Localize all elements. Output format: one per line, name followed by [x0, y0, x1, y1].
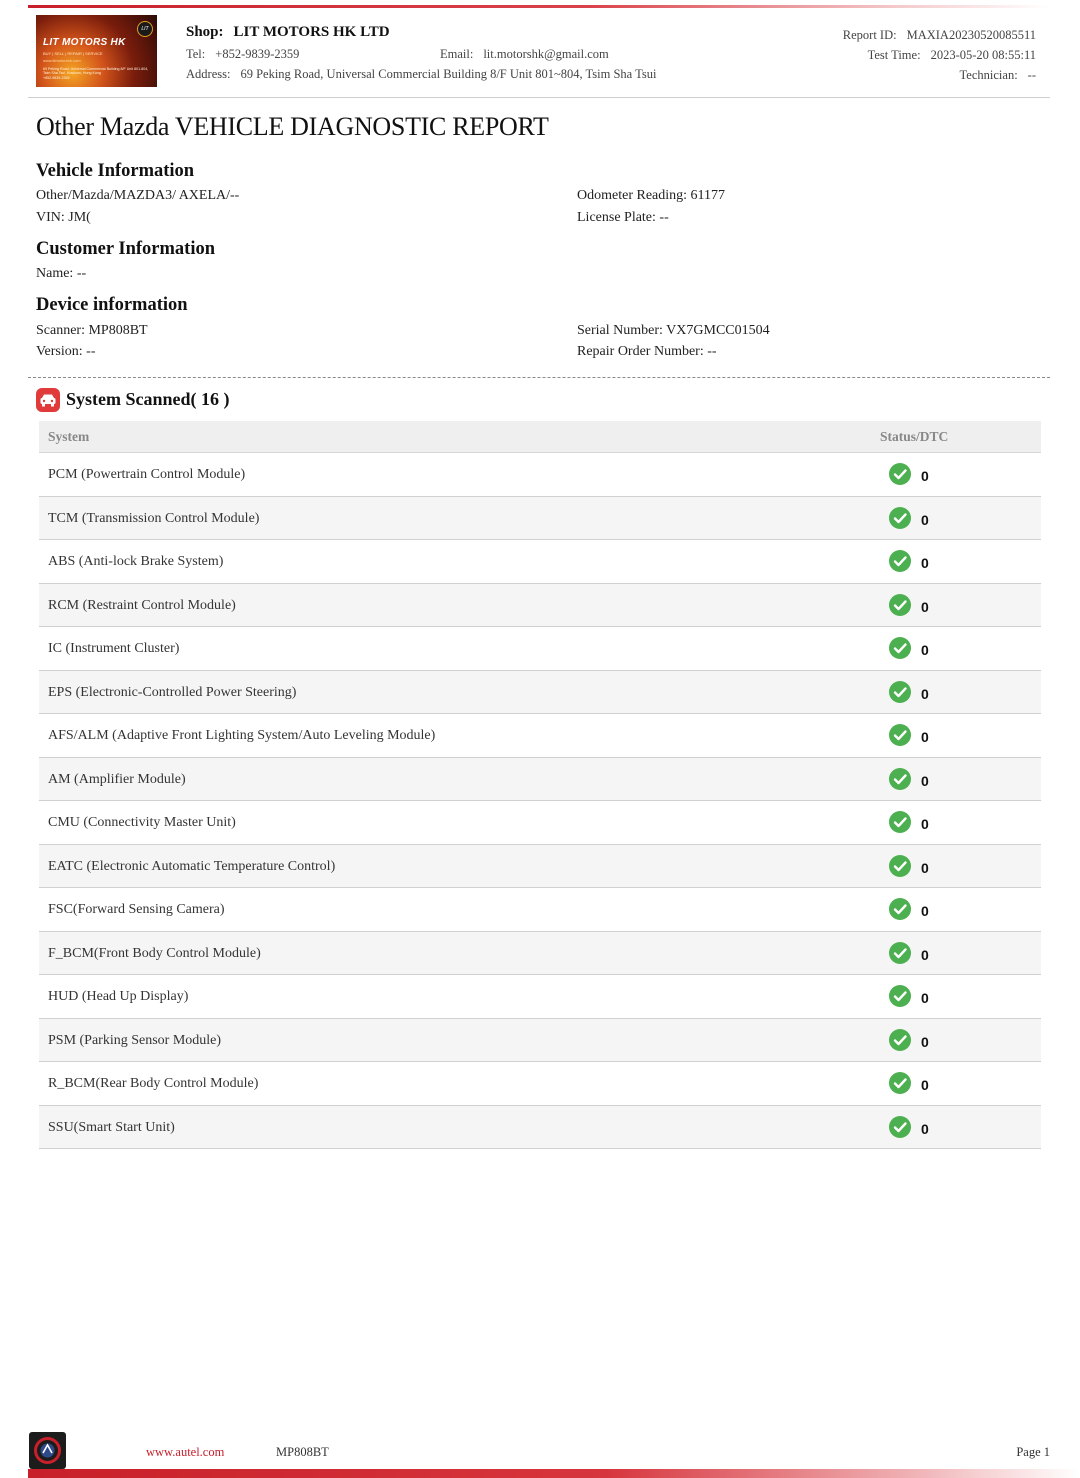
system-name: CMU (Connectivity Master Unit) [48, 815, 236, 830]
dtc-count: 0 [921, 859, 929, 876]
top-accent-bar [28, 5, 1050, 8]
table-row [39, 1062, 1041, 1106]
dtc-count: 0 [921, 946, 929, 963]
check-circle-icon [889, 681, 911, 703]
test-time-line [843, 45, 1036, 65]
system-name: IC (Instrument Cluster) [48, 641, 180, 656]
tel-label: Tel: [186, 47, 206, 61]
check-circle-icon [889, 898, 911, 920]
report-id-label: Report ID: [842, 28, 897, 42]
license-plate: License Plate: -- [577, 210, 669, 225]
device-version: Version: -- [36, 344, 96, 359]
table-row [39, 497, 1041, 541]
table-row [39, 758, 1041, 802]
report-header [36, 14, 1044, 90]
system-name: EATC (Electronic Automatic Temperature Control) [48, 858, 336, 874]
column-system: System [48, 429, 90, 444]
system-name: RCM (Restraint Control Module) [48, 597, 236, 613]
dtc-count: 0 [921, 685, 929, 702]
check-circle-icon [889, 768, 911, 790]
serial-number: Serial Number: VX7GMCC01504 [577, 323, 770, 338]
dtc-count: 0 [921, 468, 929, 484]
system-name: AM (Amplifier Module) [48, 771, 186, 787]
check-circle-icon [889, 463, 911, 485]
dtc-count: 0 [921, 729, 929, 745]
autel-website-link[interactable]: www.autel.com [146, 1445, 225, 1459]
table-row [39, 932, 1041, 976]
logo-title: LIT MOTORS HK [43, 37, 126, 48]
dtc-count: 0 [921, 1077, 929, 1093]
customer-info-heading: Customer Information [36, 239, 215, 259]
address-value: 69 Peking Road, Universal Commercial Building 8/F Unit 801~804, Tsim Sha Tsui [240, 67, 657, 81]
system-name: HUD (Head Up Display) [48, 989, 189, 1004]
check-circle-icon [889, 811, 911, 833]
report-id-line [843, 25, 1036, 45]
dtc-count: 0 [921, 642, 929, 658]
system-name: ABS (Anti-lock Brake System) [48, 554, 224, 569]
device-info-heading: Device information [36, 295, 188, 315]
check-circle-icon [889, 942, 911, 964]
logo-website: www.litmotorshk.com [43, 58, 81, 63]
email-line [440, 47, 609, 62]
table-row [39, 845, 1041, 889]
table-row [39, 671, 1041, 715]
logo-tagline: BUY | SELL | REPAIR | SERVICE [43, 51, 103, 56]
address-label: Address: [186, 67, 231, 81]
table-row [39, 714, 1041, 758]
table-row [39, 975, 1041, 1019]
dtc-count: 0 [921, 772, 929, 789]
check-circle-icon [889, 855, 911, 877]
table-row [39, 888, 1041, 932]
system-name: PCM (Powertrain Control Module) [48, 467, 246, 482]
autel-logo-icon [29, 1432, 66, 1469]
section-dashed-divider [28, 377, 1050, 378]
shop-label: Shop: [186, 24, 224, 40]
system-name: FSC(Forward Sensing Camera) [48, 902, 225, 917]
odometer-reading: Odometer Reading: 61177 [577, 188, 726, 203]
dtc-count: 0 [921, 903, 929, 919]
logo-phone: +852-9839-2359 [43, 75, 70, 80]
system-name: TCM (Transmission Control Module) [48, 510, 260, 526]
report-id-value: MAXIA20230520085511 [906, 28, 1036, 42]
repair-order-number: Repair Order Number: -- [577, 344, 717, 359]
table-header [39, 421, 1041, 453]
dtc-count: 0 [921, 816, 929, 832]
page-title: Other Mazda VEHICLE DIAGNOSTIC REPORT [36, 112, 549, 141]
tel-line [186, 47, 299, 62]
dtc-count: 0 [921, 990, 929, 1006]
check-circle-icon [889, 724, 911, 746]
scanner-name: Scanner: MP808BT [36, 323, 148, 338]
system-scanned-title: System Scanned( 16 ) [66, 389, 230, 409]
dtc-count: 0 [921, 1033, 929, 1050]
dtc-count: 0 [921, 511, 929, 528]
dtc-count: 0 [921, 1120, 929, 1137]
table-row [39, 453, 1041, 497]
check-circle-icon [889, 1029, 911, 1051]
table-row [39, 540, 1041, 584]
vin: VIN: JM( [36, 210, 91, 225]
vehicle-info-heading: Vehicle Information [36, 161, 195, 181]
system-name: AFS/ALM (Adaptive Front Lighting System/Auto Leveling Module) [48, 728, 436, 743]
table-body [39, 453, 1041, 1149]
footer-model: MP808BT [276, 1445, 329, 1459]
table-row [39, 1106, 1041, 1150]
technician-label: Technician: [959, 68, 1018, 82]
test-time-label: Test Time: [867, 48, 921, 62]
check-circle-icon [889, 594, 911, 616]
car-icon [36, 388, 60, 412]
check-circle-icon [889, 1072, 911, 1094]
check-circle-icon [889, 985, 911, 1007]
column-status-dtc: Status/DTC [880, 429, 949, 444]
report-meta [843, 25, 1036, 85]
shop-logo [36, 15, 157, 87]
system-table [39, 421, 1041, 1149]
customer-name: Name: -- [36, 266, 87, 281]
check-circle-icon [889, 550, 911, 572]
shop-name: LIT MOTORS HK LTD [233, 24, 390, 40]
system-name: SSU(Smart Start Unit) [48, 1119, 175, 1135]
technician-value: -- [1027, 68, 1036, 82]
check-circle-icon [889, 1116, 911, 1138]
logo-address [43, 67, 155, 80]
table-row [39, 627, 1041, 671]
system-name: EPS (Electronic-Controlled Power Steering) [48, 684, 297, 700]
table-row [39, 584, 1041, 628]
test-time-value: 2023-05-20 08:55:11 [930, 48, 1036, 62]
shop-name-line [186, 24, 390, 41]
page-number: Page 1 [1016, 1445, 1050, 1459]
bottom-accent-bar [28, 1469, 1080, 1478]
tel-value: +852-9839-2359 [215, 47, 300, 61]
check-circle-icon [889, 637, 911, 659]
dtc-count: 0 [921, 555, 929, 571]
header-divider [28, 97, 1050, 98]
vehicle-model: Other/Mazda/MAZDA3/ AXELA/-- [36, 188, 240, 203]
technician-line [843, 65, 1036, 85]
email-label: Email: [440, 47, 474, 61]
dtc-count: 0 [921, 598, 929, 615]
system-name: PSM (Parking Sensor Module) [48, 1032, 222, 1048]
table-row [39, 1019, 1041, 1063]
address-line [186, 67, 656, 82]
logo-badge: LIT [137, 21, 153, 37]
logo-address-text: 69 Peking Road, Universal Commercial Building 8/F Unit 801-804, Tsim Sha Tsui, Kowloon, Hong Kong [43, 67, 149, 76]
system-name: F_BCM(Front Body Control Module) [48, 945, 261, 961]
table-row [39, 801, 1041, 845]
email-value: lit.motorshk@gmail.com [483, 47, 609, 61]
check-circle-icon [889, 507, 911, 529]
system-name: R_BCM(Rear Body Control Module) [48, 1076, 259, 1091]
